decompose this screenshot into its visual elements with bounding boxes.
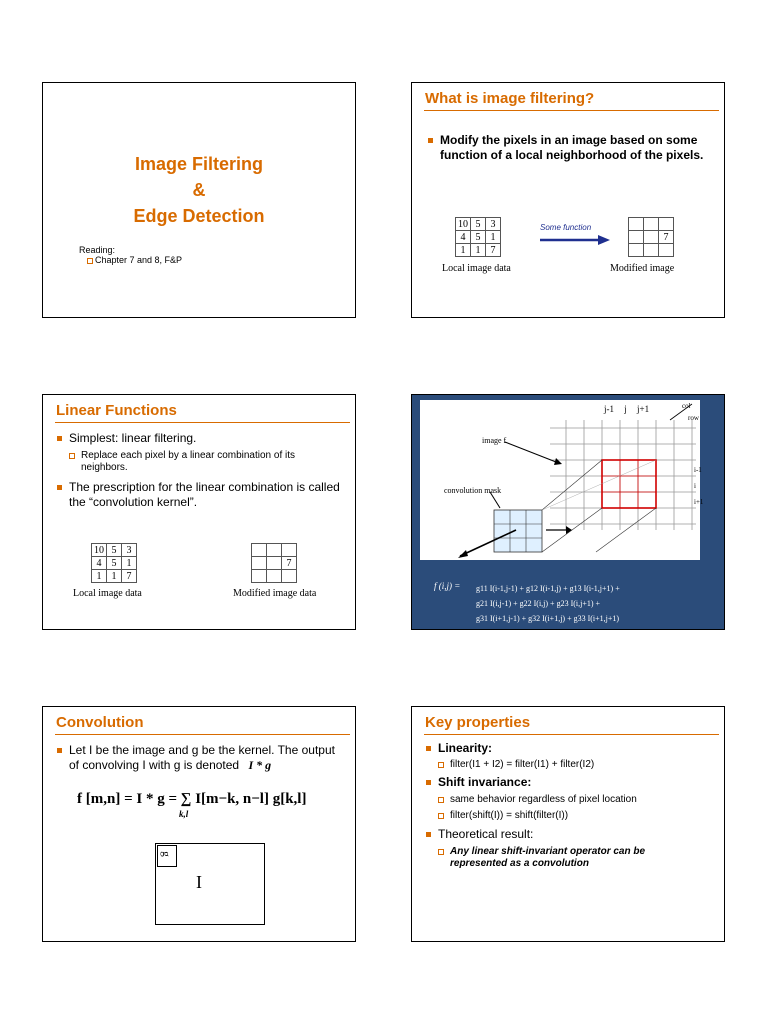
grid-cell [659,244,674,257]
col-tag: col [682,402,691,410]
grid-cell: 5 [107,557,122,570]
grid-cell [252,570,267,583]
square-bullet-icon [438,762,444,768]
bullet-item [57,431,349,446]
formula-lhs: f (i,j) = [434,581,461,591]
slide-convolution [42,706,356,942]
bullet-text: Modify the pixels in an image based on some function of a local neighborhood of the pixels. [440,133,704,162]
sub-bullet-item [438,794,637,806]
col-label: j-1 [604,404,614,414]
slide-what-is-filtering [411,82,725,318]
slide-title-text: Convolution [56,714,144,731]
title-line-3: Edge Detection [133,206,265,226]
slide-key-properties [411,706,725,942]
bullet-text: Theoretical result: [438,827,534,841]
grid-cell [282,544,297,557]
output-grid [628,217,674,257]
reading-block [79,245,182,265]
sub-bullet-text: Replace each pixel by a linear combination of its neighbors. [81,450,296,473]
grid-cell: 3 [486,218,501,231]
output-grid [251,543,297,583]
title-line-2: & [192,180,206,200]
grid-cell [267,570,282,583]
row-tag: row [688,414,699,422]
title-rule [55,422,350,423]
sub-bullet-text: filter(shift(I)) = shift(filter(I)) [450,810,569,821]
sub-bullet-item [69,450,343,474]
grid-cell [629,244,644,257]
col-label: j [624,404,627,414]
grid-cell: 5 [471,218,486,231]
caption-modified-image: Modified image [610,263,675,274]
grid-cell [659,218,674,231]
bullet-icon [428,138,433,143]
grid-cell: 1 [486,231,501,244]
square-bullet-icon [438,849,444,855]
square-bullet-icon [438,797,444,803]
grid-cell: 7 [282,557,297,570]
kernel-label: g [159,851,172,857]
grid-cell: 7 [659,231,674,244]
input-grid [91,543,137,583]
bullet-icon [426,746,431,751]
caption-modified-data: Modified image data [233,588,317,599]
reading-item-text: Chapter 7 and 8, F&P [95,255,183,265]
sum-index: k,l [179,809,189,819]
bullet-item [57,743,339,773]
deck-title [43,151,355,229]
sub-bullet-item [438,759,594,771]
input-grid [455,217,501,257]
grid-cell [644,244,659,257]
grid-cell [282,570,297,583]
bullet-icon [57,748,62,753]
image-label: image f [482,436,507,445]
bullet-text: Linearity: [438,741,493,755]
image-label: I [196,872,202,892]
sub-bullet-item [438,810,568,822]
grid-cell: 7 [486,244,501,257]
grid-cell: 5 [107,544,122,557]
grid-cell: 1 [92,570,107,583]
sub-bullet-item [438,846,700,870]
grid-cell: 1 [107,570,122,583]
title-rule [55,734,350,735]
grid-cell: 1 [471,244,486,257]
col-labels [604,404,649,414]
sub-bullet-text: same behavior regardless of pixel location [450,794,637,805]
slide-title-text: Linear Functions [56,402,177,419]
denote-expression: I * g [248,758,272,772]
grid-cell [629,231,644,244]
slide-title-text: Key properties [425,714,531,731]
formula-row: g11 I(i-1,j-1) + g12 I(i-1,j) + g13 I(i-1,j+1) + [476,584,620,593]
kernel-box [157,845,177,867]
row-label: i+1 [694,498,704,506]
grid-cell: 10 [92,544,107,557]
grid-cell [252,544,267,557]
square-bullet-icon [438,813,444,819]
slide-title-text: What is image filtering? [425,90,595,107]
grid-cell: 5 [471,231,486,244]
diagram-panel [420,400,704,560]
square-bullet-icon [87,258,93,264]
row-label: i [694,482,696,490]
grid-cell [644,231,659,244]
convolution-formula: f [m,n] = I * g = ∑ I[m−k, n−l] g[k,l] [77,791,307,807]
arrow-label: Some function [540,223,592,232]
convolution-diagram [420,400,700,560]
title-rule [424,110,719,111]
sub-bullet-text: filter(I1 + I2) = filter(I1) + filter(I2) [450,759,595,770]
grid-cell: 1 [456,244,471,257]
grid-cell: 4 [456,231,471,244]
grid-cell [252,557,267,570]
grid-cell [629,218,644,231]
reading-item [79,255,182,265]
formula-terms [476,581,620,626]
grid-cell: 3 [122,544,137,557]
grid-cell: 10 [456,218,471,231]
grid-cell [267,557,282,570]
grid-cell [644,218,659,231]
bullet-icon [57,436,62,441]
reading-label: Reading: [79,245,116,255]
grid-cell: 1 [122,557,137,570]
row-label: i-1 [694,466,702,474]
grid-cell: 7 [122,570,137,583]
bullet-icon [57,485,62,490]
sub-bullet-text: Any linear shift-invariant operator can be represented as a convolution [450,846,646,869]
slide-linear-functions [42,394,356,630]
caption-local-data: Local image data [73,588,142,599]
bullet-icon [426,780,431,785]
grid-cell [267,544,282,557]
title-rule [424,734,719,735]
bullet-text: The prescription for the linear combination is called the “convolution kernel”. [69,480,340,509]
formula-row: g31 I(i+1,j-1) + g32 I(i+1,j) + g33 I(i+1,j+1) [476,614,620,623]
square-bullet-icon [69,453,75,459]
title-line-1: Image Filtering [134,154,264,174]
bullet-icon [426,832,431,837]
row-labels [694,462,703,510]
right-arrow-icon [540,235,610,245]
bullet-item [57,480,349,510]
slide-convolution-diagram [411,394,725,630]
formula-row: g21 I(i,j-1) + g22 I(i,j) + g23 I(i,j+1) + [476,599,601,608]
bullet-text: Shift invariance: [438,775,532,789]
bullet-item [426,775,531,790]
bullet-item [426,827,533,842]
bullet-text: Let I be the image and g be the kernel. The output of convolving I with g is denoted [69,743,335,772]
slide-title [42,82,356,318]
bullet-item [426,741,492,756]
bullet-item [428,133,720,163]
bullet-text: Simplest: linear filtering. [69,431,197,445]
caption-local-data: Local image data [442,263,511,274]
col-label: j+1 [637,404,650,414]
mask-label: convolution mask [444,486,502,495]
grid-cell: 4 [92,557,107,570]
